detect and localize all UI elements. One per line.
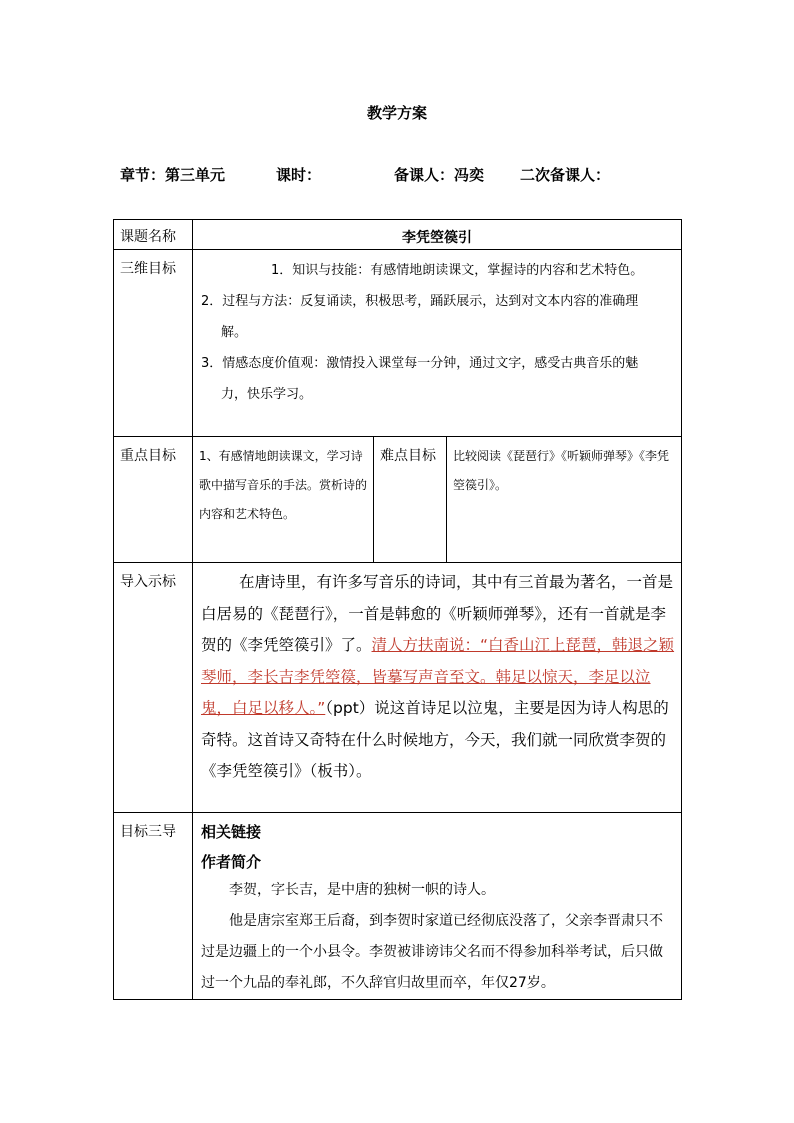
key-difficulty-row: [114, 437, 682, 563]
difficulty-label: 难点目标: [374, 437, 447, 563]
intro-quote: 清人方扶南说：“白香山江上琵琶，韩退之颖琴师，李长吉李凭箜篌，皆摹写声音至文。韩足以惊天，李足以泣鬼，白足以移人。”: [201, 636, 675, 717]
intro-label: 导入示标: [114, 563, 193, 813]
guide-row: [114, 813, 682, 1000]
lesson-plan-table: [113, 219, 682, 1000]
related-links-heading: 相关链接: [201, 823, 262, 841]
intro-text: 在唐诗里，有许多写音乐的诗词，其中有三首最为著名，一首是白居易的《琵琶行》，一首是韩愈的《听颖师弹琴》，还有一首就是李贺的《李凭箜篌引》了。: [201, 573, 674, 654]
bio-line-1: 李贺，字长吉，是中唐的独树一帜的诗人。: [229, 882, 495, 898]
intro-cell: [193, 563, 682, 813]
guide-label: 目标三导: [114, 813, 193, 1000]
topic-row: [114, 220, 682, 250]
key-text: 1、有感情地朗读课文，学习诗歌中描写音乐的手法。赏析诗的内容和艺术特色。: [193, 437, 374, 563]
difficulty-text: 比较阅读《琵琶行》《听颖师弹琴》《李凭箜篌引》。: [447, 437, 682, 563]
intro-row: [114, 563, 682, 813]
author-intro-heading: 作者简介: [201, 853, 262, 871]
goals-row: [114, 250, 682, 437]
hours-field: 课时：: [276, 166, 322, 184]
document-title: 教学方案: [366, 104, 427, 122]
goals-cell: [193, 250, 682, 437]
intro-text-after: （ppt）说这首诗足以泣鬼，主要是因为诗人构思的奇特。这首诗又奇特在什么时候地方，今天，我们就一同欣赏李贺的《李凭箜篌引》（板书）。: [201, 699, 669, 780]
guide-cell: [193, 813, 682, 1000]
preparer-field: 备课人：冯奕: [394, 166, 485, 184]
chapter-field: 章节：第三单元: [120, 166, 226, 184]
goal-emotion: 3．情感态度价值观：激情投入课堂每一分钟，通过文字，感受古典音乐的魅: [201, 356, 639, 371]
goal-process-cont: 解。: [221, 325, 248, 340]
goal-emotion-cont: 力，快乐学习。: [221, 387, 313, 402]
second-preparer-field: 二次备课人：: [520, 166, 611, 184]
bio-paragraph: 他是唐宗室郑王后裔，到李贺时家道已经彻底没落了，父亲李晋肃只不过是边疆上的一个小县令。李贺被诽谤讳父名而不得参加科举考试，后只做过一个九品的奉礼郎，不久辞官归故里而卒，年仅27岁。: [201, 913, 663, 991]
topic-label: 课题名称: [114, 220, 193, 250]
goal-process: 2．过程与方法：反复诵读，积极思考，踊跃展示，达到对文本内容的准确理: [201, 294, 639, 309]
goal-knowledge: 1．知识与技能：有感情地朗读课文，掌握诗的内容和艺术特色。: [271, 263, 644, 278]
topic-value: 李凭箜篌引: [193, 220, 682, 250]
key-label: 重点目标: [114, 437, 193, 563]
goals-label: 三维目标: [114, 250, 193, 437]
